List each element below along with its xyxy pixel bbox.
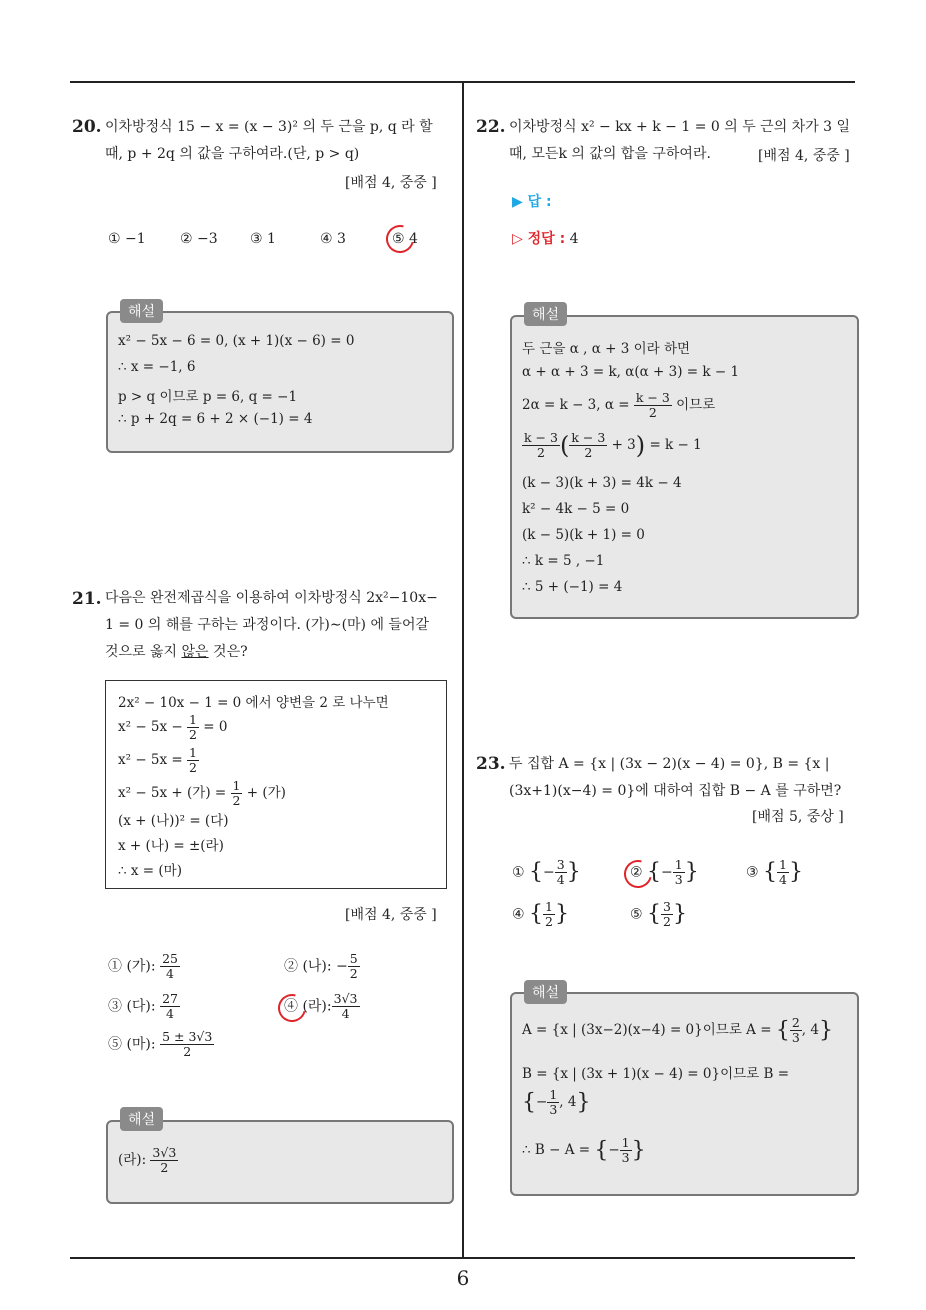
solution-box — [510, 992, 859, 1196]
solution-line: ∴ x = −1, 6 — [118, 359, 196, 375]
points-label: [배점 5, 중상 ] — [752, 809, 844, 825]
procedure-line: 2x² − 10x − 1 = 0 에서 양변을 2 로 나누면 — [118, 695, 389, 711]
solution-line: 2α = k − 3, α = $\frac{k - 3}{2}$ 이므로 — [522, 390, 716, 420]
question-line: 때, p + 2q 의 값을 구하여라.(단, p > q) — [105, 146, 360, 162]
procedure-line: x² − 5x = $\frac{1}{2}$ — [118, 745, 197, 775]
solution-box — [106, 311, 454, 453]
procedure-box — [105, 680, 447, 889]
procedure-line: x + (나) = ±(라) — [118, 838, 224, 854]
solution-tag: 해설 — [120, 299, 163, 323]
solution-line: p > q 이므로 p = 6, q = −1 — [118, 389, 298, 405]
solution-tag: 해설 — [120, 1107, 163, 1131]
solution-line: ∴ B − A = {− $\frac{1}{3}$ } — [522, 1135, 646, 1165]
points-label: [배점 4, 중중 ] — [345, 907, 437, 923]
solution-line: ∴ k = 5 , −1 — [522, 553, 605, 569]
question-line: 1 = 0 의 해를 구하는 과정이다. (가)∼(마) 에 들어갈 — [105, 617, 430, 633]
question-text — [105, 585, 457, 666]
column-divider — [462, 82, 464, 1258]
solution-line: (k − 3)(k + 3) = 4k − 4 — [522, 475, 682, 491]
solution-line: 두 근을 α , α + 3 이라 하면 — [522, 341, 691, 357]
option-5[interactable]: ⑤ 4 — [392, 231, 418, 247]
question-number: 20. — [72, 117, 102, 137]
answer-label: ▶ 답 : — [512, 194, 552, 210]
option-2[interactable]: ② (나): − $\frac{5}{2}$ — [284, 951, 358, 981]
points-label: [배점 4, 중중 ] — [345, 175, 437, 191]
question-line: 것으로 옳지 않은 것은? — [105, 644, 248, 660]
question-number: 23. — [476, 754, 506, 774]
option-3[interactable]: ③ 1 — [250, 231, 276, 247]
solution-line: x² − 5x − 6 = 0, (x + 1)(x − 6) = 0 — [118, 333, 355, 349]
question-line: 이차방정식 15 − x = (x − 3)² 의 두 근을 p, q 라 할 — [105, 119, 433, 135]
solution-line: α + α + 3 = k, α(α + 3) = k − 1 — [522, 364, 740, 380]
procedure-line: x² − 5x + (가) = $\frac{1}{2}$ + (가) — [118, 778, 286, 808]
question-line: 때, 모든k 의 값의 합을 구하여라. — [509, 146, 711, 162]
points-label: [배점 4, 중중 ] — [758, 148, 850, 164]
solution-line: {− $\frac{1}{3}$ , 4} — [522, 1087, 591, 1117]
solution-tag: 해설 — [524, 302, 567, 326]
correct-answer: ▷ 정답 : 4 — [512, 231, 579, 247]
option-5[interactable]: ⑤ (마): $\frac{5 \pm 3√3}{2}$ — [108, 1029, 213, 1059]
solution-line: $\frac{k - 3}{2}$ ( $\frac{k - 3}{2}$ + 3) = k − 1 — [524, 430, 702, 460]
option-4[interactable]: ④ (라): $\frac{3√3}{4}$ — [284, 991, 358, 1021]
page-number: 6 — [456, 1266, 470, 1290]
solution-line: (k − 5)(k + 1) = 0 — [522, 527, 645, 543]
question-line: 두 집합 A = {x | (3x − 2)(x − 4) = 0}, B = {x | — [509, 756, 830, 772]
question-line: (3x+1)(x−4) = 0}에 대하여 집합 B − A 를 구하면? — [509, 783, 842, 799]
question-number: 21. — [72, 589, 102, 609]
option-1[interactable]: ① {− $\frac{3}{4}$ } — [512, 857, 581, 887]
solution-line: k² − 4k − 5 = 0 — [522, 501, 630, 517]
procedure-line: (x + (나))² = (다) — [118, 813, 229, 829]
option-4[interactable]: ④ 3 — [320, 231, 346, 247]
procedure-line: ∴ x = (마) — [118, 863, 182, 879]
solution-line: A = {x | (3x−2)(x−4) = 0}이므로 A = { $\frac{2}{3}$ , 4} — [522, 1015, 833, 1045]
procedure-line: x² − 5x − $\frac{1}{2}$ = 0 — [118, 712, 228, 742]
solution-line: ∴ 5 + (−1) = 4 — [522, 579, 623, 595]
option-1[interactable]: ① −1 — [108, 231, 146, 247]
option-3[interactable]: ③ { $\frac{1}{4}$ } — [746, 857, 803, 887]
solution-box — [510, 315, 859, 619]
question-line: 다음은 완전제곱식을 이용하여 이차방정식 2x²−10x− — [105, 590, 438, 606]
option-4[interactable]: ④ { $\frac{1}{2}$ } — [512, 899, 569, 929]
question-line: 이차방정식 x² − kx + k − 1 = 0 의 두 근의 차가 3 일 — [509, 119, 851, 135]
option-2[interactable]: ② {− $\frac{1}{3}$ } — [630, 857, 699, 887]
solution-line: ∴ p + 2q = 6 + 2 × (−1) = 4 — [118, 411, 313, 427]
question-number: 22. — [476, 117, 506, 137]
question-text — [105, 114, 455, 168]
solution-line: B = {x | (3x + 1)(x − 4) = 0}이므로 B = — [522, 1066, 790, 1082]
option-5[interactable]: ⑤ { $\frac{3}{2}$ } — [630, 899, 687, 929]
option-2[interactable]: ② −3 — [180, 231, 218, 247]
option-1[interactable]: ① (가): $\frac{25}{4}$ — [108, 951, 178, 981]
solution-line: (라): $\frac{3√3}{2}$ — [118, 1145, 177, 1175]
selected-answer-mark — [381, 220, 419, 258]
solution-tag: 해설 — [524, 980, 567, 1004]
option-3[interactable]: ③ (다): $\frac{27}{4}$ — [108, 991, 178, 1021]
question-text — [509, 751, 861, 805]
solution-box — [106, 1120, 454, 1204]
